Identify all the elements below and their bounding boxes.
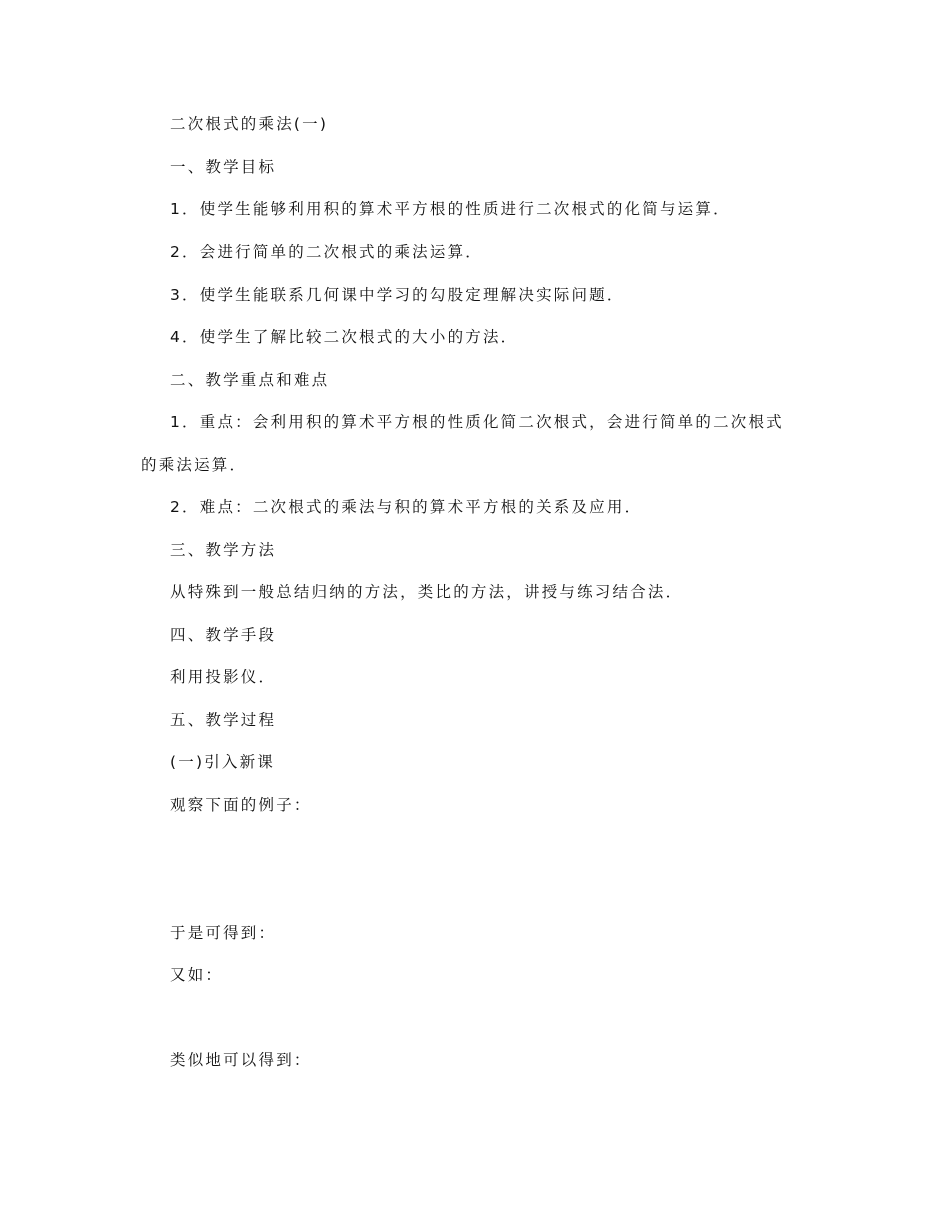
process-observe-text: 观察下面的例子： bbox=[170, 796, 312, 814]
section-heading-focus: 二、教学重点和难点 bbox=[170, 371, 330, 389]
focus-item-1-line-2: 的乘法运算． bbox=[141, 456, 248, 474]
process-subheading-intro: (一)引入新课 bbox=[170, 753, 275, 771]
focus-item-1-line-1: 1．重点：会利用积的算术平方根的性质化简二次根式，会进行简单的二次根式 bbox=[170, 413, 784, 431]
objective-item-1: 1．使学生能够利用积的算术平方根的性质进行二次根式的化简与运算． bbox=[170, 200, 731, 218]
objective-item-4: 4．使学生了解比较二次根式的大小的方法． bbox=[170, 328, 519, 346]
section-heading-means: 四、教学手段 bbox=[170, 626, 277, 644]
means-text: 利用投影仪． bbox=[170, 668, 277, 686]
objective-item-2: 2．会进行简单的二次根式的乘法运算． bbox=[170, 243, 483, 261]
document-title: 二次根式的乘法(一) bbox=[170, 115, 329, 133]
section-heading-methods: 三、教学方法 bbox=[170, 541, 277, 559]
objective-item-3: 3．使学生能联系几何课中学习的勾股定理解决实际问题． bbox=[170, 286, 625, 304]
process-also-text: 又如： bbox=[170, 966, 224, 984]
process-similarly-text: 类似地可以得到： bbox=[170, 1051, 312, 1069]
process-thus-text: 于是可得到： bbox=[170, 924, 277, 942]
section-heading-process: 五、教学过程 bbox=[170, 711, 277, 729]
section-heading-objectives: 一、教学目标 bbox=[170, 158, 277, 176]
methods-text: 从特殊到一般总结归纳的方法，类比的方法，讲授与练习结合法． bbox=[170, 583, 684, 601]
focus-item-2: 2．难点：二次根式的乘法与积的算术平方根的关系及应用． bbox=[170, 498, 643, 516]
